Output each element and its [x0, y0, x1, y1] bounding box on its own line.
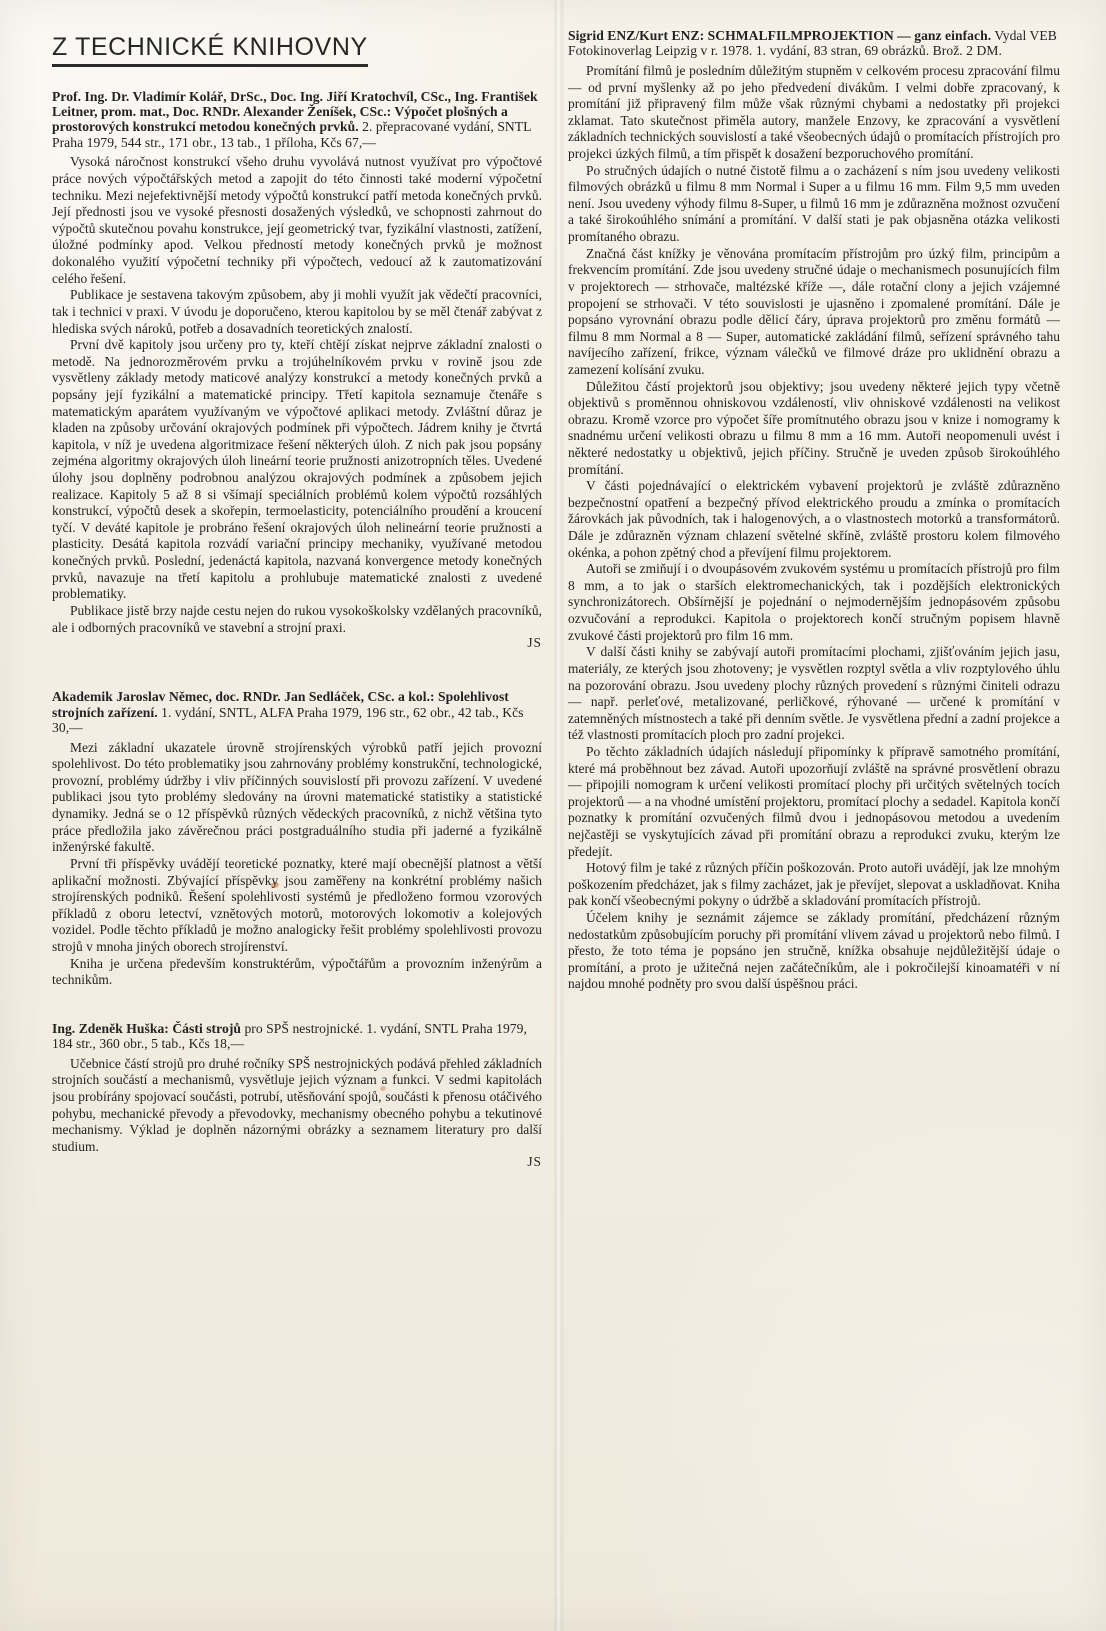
left-column	[52, 28, 542, 1618]
review-entry-huska	[52, 1021, 542, 1171]
review-heading	[568, 28, 1060, 59]
review-paragraph: V části pojednávající o elektrickém vybavení projektorů je zvláště zdůrazněno bezpečnostní opatření a bezpečný přívod elektrického proudu a zmínka o promítacích žárovkách jak původních, tak i halogenových, a o vlastnostech motorků a transformátorů. Dále je zdůrazněn význam chlazení světelné skříně, zvláště prostoru kolem filmového okénka, a pohon zpětný chod a převíjení filmu projektorem.	[568, 478, 1060, 560]
review-heading	[52, 89, 542, 151]
paper-fold	[553, 0, 565, 1631]
review-paragraph: Učebnice částí strojů pro druhé ročníky SPŠ nestrojnických podává přehled základních strojních součástí a mechanismů, vysvětluje jejich význam a funkci. V sedmi kapitolách jsou probírány spojovací součásti, potrubí, utěsňování spojů, součásti k přenosu otáčivého pohybu, mechanické převody a převodovky, mechanismy obecného pohybu a tekutinové mechanismy. Výklad je doplněn názornými obrázky a seznamem literatury pro další studium.	[52, 1055, 542, 1154]
review-paragraph: Promítání filmů je posledním důležitým stupněm v celkovém procesu zpracování filmu — od první myšlenky až po jeho předvedení divákům. I velmi dobře zpracovaný, k promítání již připravený film může však různými chybami a nedostatky při projekci zklamat. Tato skutečnost přiměla autory, manžele Enzovy, ke zpracování a vysvětlení základních technických souvislostí a také všeobecných údajů o promítacích přístrojích pro projekci úzkých filmů, a tím přispět k dosažení bezporuchového promítání.	[568, 62, 1060, 162]
review-paragraph: Publikace je sestavena takovým způsobem, aby ji mohli využít jak vědečtí pracovníci, tak i technici v praxi. V úvodu je doporučeno, kterou kapitolou by se měl čtenář zabývat z hlediska svých nároků, potřeb a dosavadních teoretických znalostí.	[52, 287, 542, 336]
review-heading	[52, 689, 542, 735]
review-paragraph: Hotový film je také z různých příčin poškozován. Proto autoři uvádějí, jak lze mnohým poškozením předcházet, jak s filmy zacházet, jak je převíjet, slepovat a uskladňovat. Kniha pak končí všeobecnými pokyny o údržbě a skladování promítacích přístrojů.	[568, 860, 1060, 909]
review-entry-enz	[568, 28, 1060, 993]
review-paragraph: První dvě kapitoly jsou určeny pro ty, kteří chtějí získat nejprve základní znalosti o metodě. Na jednorozměrovém prvku a trojúhelníkovém prvku v rovině jsou zde vysvětleny základy metody maticové analýzy konstrukcí a metody konečných prvků a popsány její fyzikální a matematické principy. Třetí kapitola seznamuje čtenáře s matematickým aparátem využívaným ve výpočtové aplikaci metody. Zvláštní důraz je kladen na způsoby určování okrajových podmínek při výpočtech. Jádrem knihy je čtvrtá kapitola, v níž je uvedena algoritmizace řešení některých úloh. Z nich pak jsou popsány zejména algoritmy okrajových úloh lineární teorie pružnosti anizotropních těles. Uvedené úlohy jsou doplněny podrobnou analýzou okrajových podmínek a způsobem jejich realizace. Kapitoly 5 až 8 si všímají speciálních problémů kolem výpočtů rozsáhlých konstrukcí, výpočtů desek a skořepin, termoelasticity, potenciálního proudění a kroucení tyčí. V deváté kapitole je probráno řešení okrajových úloh nelineární teorie pružnosti a plasticity. Desátá kapitola rozvádí variační principy mechaniky, využívané metodou konečných prvků. Poslední, jedenáctá kapitola, nazvaná konvergence metody konečných prvků, navazuje na třetí kapitolu a prohlubuje matematické znalosti z uvedené problematiky.	[52, 337, 542, 602]
review-entry-kolar	[52, 89, 542, 652]
review-entry-nemec	[52, 689, 542, 989]
review-heading-bold: Ing. Zdeněk Huška: Části strojů	[52, 1020, 242, 1036]
review-signature: JS	[527, 1154, 542, 1170]
right-column	[568, 28, 1060, 1618]
review-heading-bold: Prof. Ing. Dr. Vladimír Kolář, DrSc., Doc. Ing. Jiří Kratochvíl, CSc., Ing. František Leitner, prom. mat., Doc. RNDr. Alexander Ženíšek, CSc.: Výpočet plošných a prostorových konstrukcí metodou konečných prvků.	[52, 88, 538, 135]
review-paragraph: Kniha je určena především konstruktérům, výpočtářům a provozním inženýrům a technikům.	[52, 955, 542, 988]
review-paragraph: Důležitou částí projektorů jsou objektivy; jsou uvedeny některé jejich typy včetně objektivů s proměnnou ohniskovou vzdáleností, vliv ohniskové vzdálenosti na velikost obrazu. Kromě vzorce pro výpočet šíře promítnutého obrazu jsou v knize i nomogramy k snadnému určení velikosti obrazu u filmu 8 mm a 16 mm. Autoři neopomenuli uvést i některé nedostatky u objektivů, jejich příčiny. Stručně je uveden způsob širokoúhlého promítání.	[568, 378, 1060, 477]
review-heading-bold: Sigrid ENZ/Kurt ENZ: SCHMALFILMPROJEKTION — ganz einfach.	[568, 28, 992, 43]
review-paragraph: Autoři se zmiňují i o dvoupásovém zvukovém systému u promítacích přístrojů pro film 8 mm, a to jak o starších elektromechanických, tak i pozdějších elektronických synchronizátorech. Obšírnější je pojednání o nejmodernějším jednopásovém způsobu ozvučování a reprodukci. Kapitola o projektorech končí stručným popisem hlavně zvukové části projektorů pro film 16 mm.	[568, 561, 1060, 643]
section-gap	[52, 667, 542, 689]
review-paragraph: První tři příspěvky uvádějí teoretické poznatky, které mají obecnější platnost a větší aplikační možnosti. Zbývající příspěvky jsou zaměřeny na konkrétní problémy našich strojírenských podniků. Řešení spolehlivosti systémů je předloženo formou vzorových příkladů z oboru letectví, vznětových motorů, motorových lokomotiv a kolejových vozidel. Podle těchto příkladů je možno analogicky řešit problémy spolehlivosti provozu strojů v mnoha jiných oborech strojírenství.	[52, 855, 542, 954]
section-gap	[52, 1005, 542, 1021]
review-paragraph: Po těchto základních údajích následují připomínky k přípravě samotného promítání, které má proběhnout bez závad. Autoři upozorňují zvláště na správné prosvětlení obrazu — připojili nomogram k určení velikosti promítací plochy při určitých světelných tocích projektorů — a na vhodné umístění projektoru, promítací plochy a sedadel. Kapitola končí poznatky k promítání ozvučených filmů dvou i jednopásovou metodou a uvedením nejčastěji se vyskytujících závad při promítání obrazu a reprodukci zvuku, kterým lze předejít.	[568, 743, 1060, 859]
review-heading-rest: pro SPŠ nestrojnické. 1. vydání, SNTL Praha 1979, 184 str., 360 obr., 5 tab., Kčs 18,—	[52, 1020, 527, 1052]
review-paragraph: Publikace jistě brzy najde cestu nejen do rukou vysokoškolsky vzdělaných pracovníků, ale i odborných pracovníků ve stavební a strojní praxi.	[52, 602, 542, 635]
review-heading-rest: Vydal VEB Fotokinoverlag Leipzig v r. 1978. 1. vydání, 83 stran, 69 obrázků. Brož. 2 DM.	[568, 28, 1057, 59]
review-heading-bold: Akademik Jaroslav Němec, doc. RNDr. Jan Sedláček, CSc. a kol.: Spolehlivost strojních zařízení.	[52, 689, 509, 720]
review-paragraph: V další části knihy se zabývají autoři promítacími plochami, zjišťováním jejich jasu, materiály, ze kterých jsou zhotoveny; je vysvětlen rozptyl světla a vliv rozptylového úhlu na pozorování obrazu. Jsou uvedeny plochy různých provedení s různými činiteli odrazu — např. perleťové, metalizované, perličkové, rýhované — určené k promítání v zatemněných místnostech a také při denním světle. Je vysvětlena přední a zadní projekce a též vlastnosti promítacích ploch pro zadní projekci.	[568, 644, 1060, 743]
review-paragraph: Mezi základní ukazatele úrovně strojírenských výrobků patří jejich provozní spolehlivost. Do této problematiky jsou zahrnovány problémy konstrukční, technologické, provozní, problémy údržby i vliv příčinných souvislostí při provozu zařízení. V uvedené publikaci jsou tyto problémy sledovány na úrovni matematické statistiky a statistické dynamiky. Jedná se o 12 příspěvků různých vědeckých pracovníků, z nichž většina tyto práce předložila jako závěrečnou práci postgraduálního studia při jaderné a fyzikálně inženýrské fakultě.	[52, 739, 542, 855]
review-paragraph: Po stručných údajích o nutné čistotě filmu a o zacházení s ním jsou uvedeny velikosti filmových obrázků u filmu 8 mm Normal i Super a u filmu 16 mm. Film 9,5 mm uveden není. Jsou uvedeny výhody filmu 8-Super, u filmů 16 mm je zdůrazněna možnost ozvučení a také širokoúhlého snímání a promítání. V další stati je pak objasněna otázka velikosti promítaného obrazu.	[568, 162, 1060, 245]
review-heading	[52, 1021, 542, 1052]
review-paragraph: Značná část knížky je věnována promítacím přístrojům pro úzký film, principům a frekvencím promítání. Zde jsou uvedeny stručné údaje o mechanismech posunujících film v projektorech — strhovače, maltézské kříže —, dále rotační clony a jejich vzájemné propojení se strhovači. V této souvislosti je ujasněno i zpomalené promítání. Dále je popsáno vyrovnání obrazu podle dělicí čáry, úprava projektorů pro změnu formátů — filmu 8 mm Normal a 8 — Super, automatické zakládání filmů, seřízení správného tahu navíjecího zařízení, frikce, význam válečků ve filmové dráze pro uklidnění obrazu a zamezení kolísání zvuku.	[568, 245, 1060, 377]
review-heading-rest: 1. vydání, SNTL, ALFA Praha 1979, 196 str., 62 obr., 42 tab., Kčs 30,—	[52, 704, 524, 736]
review-signature: JS	[527, 635, 542, 651]
review-heading-rest: 2. přepracované vydání, SNTL Praha 1979, 544 str., 171 obr., 13 tab., 1 příloha, Kčs 67,—	[52, 119, 531, 150]
review-paragraph: Vysoká náročnost konstrukcí všeho druhu vyvolává nutnost využívat pro výpočtové práce nových výpočtářských metod a zapojit do této činnosti také moderní výpočetní techniku. Mezi nejefektivnější metody výpočtů konstrukcí patří metoda konečných prvků. Její přednosti jsou ve vysoké přesnosti dosažených výsledků, ve schopnosti zahrnout do výpočtů skutečnou povahu konstrukce, její geometrický tvar, fyzikální vlastnosti, zatížení, úložné podmínky apod. Velkou předností metody konečných prvků je možnost dokonalého využití výpočetní techniky při výpočtech, vedoucí až k zautomatizování celého řešení.	[52, 154, 542, 286]
page-title: Z TECHNICKÉ KNIHOVNY	[52, 34, 368, 67]
review-paragraph: Účelem knihy je seznámit zájemce se základy promítání, předcházení různým nedostatkům způsobujícím poruchy při promítání vlivem závad u projektorů nebo filmů. I přesto, že toto téma je popsáno jen stručně, knížka obsahuje nejdůležitější údaje o promítání, a proto je užitečná nejen začátečníkům, ale i pokročilejší kinoamatéři v ní najdou mnohé podněty pro svou další úspěšnou práci.	[568, 910, 1060, 992]
